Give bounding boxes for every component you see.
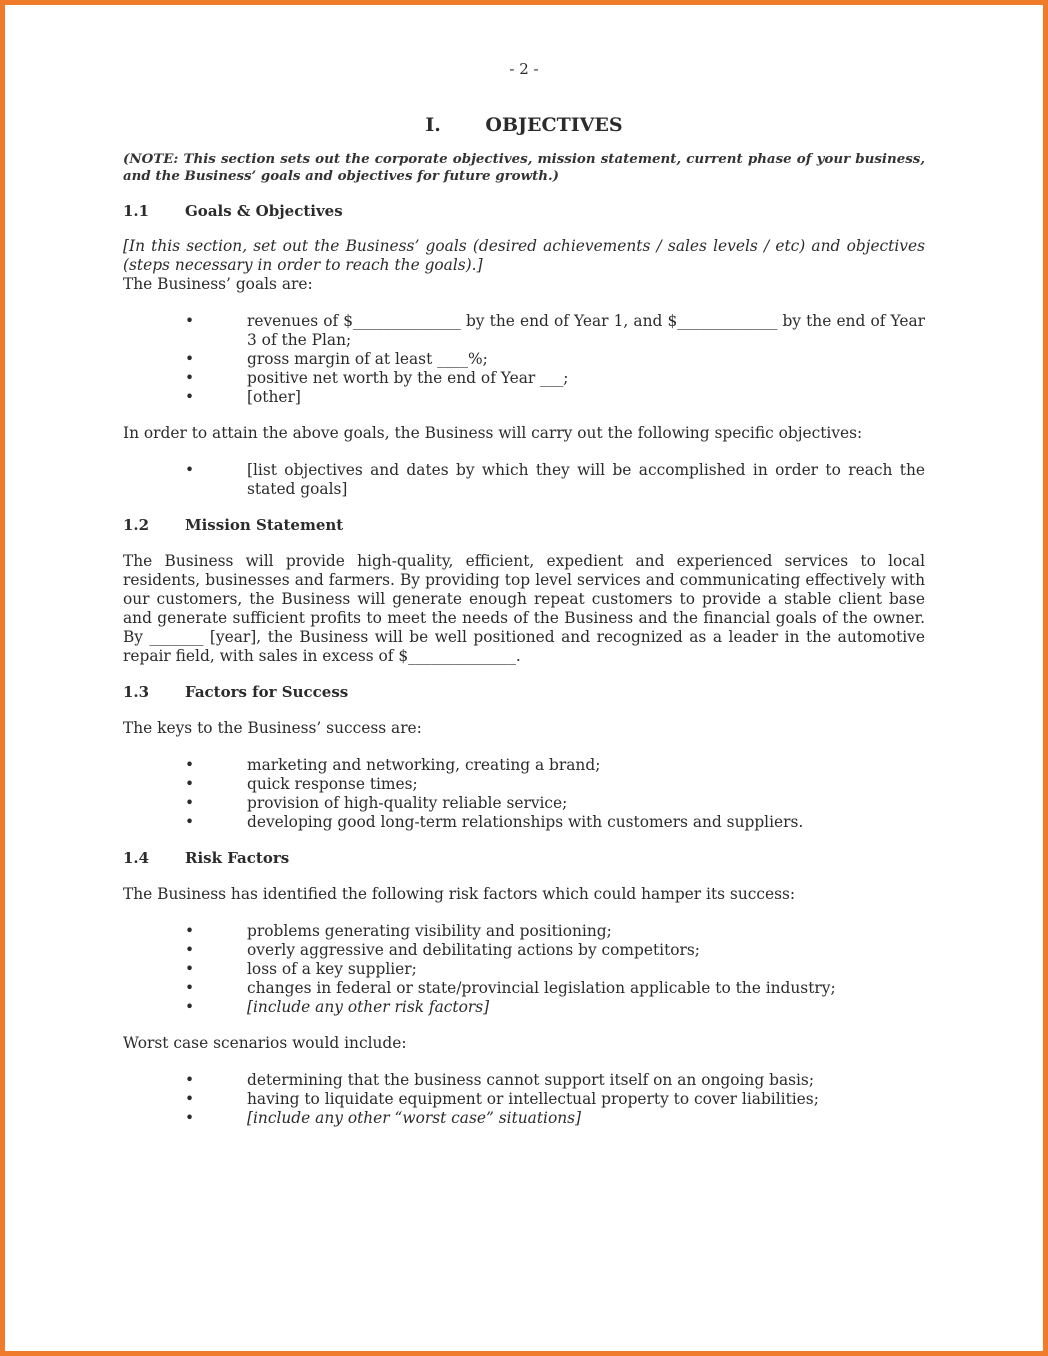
- document-page: [123, 60, 925, 1128]
- worst-case-intro: Worst case scenarios would include:: [123, 1034, 407, 1052]
- subsection-number: 1.2: [123, 516, 150, 534]
- success-intro: The keys to the Business’ success are:: [123, 719, 422, 737]
- bullet-icon: •: [185, 775, 195, 793]
- subsection-number: 1.3: [123, 683, 150, 701]
- bullet-icon: •: [185, 388, 195, 406]
- list-item: • quick response times;: [185, 775, 418, 793]
- list-item: • determining that the business cannot support itself on an ongoing basis;: [185, 1071, 815, 1089]
- subsection-heading-goals: [123, 202, 925, 221]
- section-title-text: OBJECTIVES: [485, 114, 623, 136]
- list-item: • developing good long-term relationships with customers and suppliers.: [185, 813, 804, 831]
- list-item: • loss of a key supplier;: [185, 960, 417, 978]
- bullet-icon: •: [185, 794, 195, 812]
- list-item: • revenues of $______________ by the end of Year 1, and $_____________ by the end of Year 3 of the Plan;: [185, 312, 925, 349]
- list-item: • provision of high-quality reliable service;: [185, 794, 568, 812]
- subsection-heading-mission: [123, 516, 925, 535]
- subsection-title: Factors for Success: [185, 683, 349, 701]
- objectives-list: [123, 461, 925, 499]
- bullet-icon: •: [185, 1090, 195, 1108]
- bullet-icon: •: [185, 350, 195, 368]
- mission-statement-body: The Business will provide high-quality, efficient, expedient and experienced services to local residents, businesses and farmers. By providing top level services and communicating effectively with our customers, the Business will generate enough repeat customers to provide a stable client base and generate sufficient profits to meet the needs of the Business and the financial goals of the owner. By _______ [year], the Business will be well positioned and recognized as a leader in the automotive repair field, with sales in excess of $______________.: [123, 552, 925, 665]
- list-item: • [list objectives and dates by which they will be accomplished in order to reach the stated goals]: [185, 461, 925, 498]
- list-item: • gross margin of at least ____%;: [185, 350, 488, 368]
- subsection-number: 1.1: [123, 202, 150, 220]
- bullet-icon: •: [185, 312, 195, 330]
- bullet-icon: •: [185, 1071, 195, 1089]
- bullet-icon: •: [185, 813, 195, 831]
- list-item: • [other]: [185, 388, 301, 406]
- bullet-icon: •: [185, 1109, 195, 1127]
- bullet-icon: •: [185, 461, 195, 479]
- goals-list: [123, 312, 925, 407]
- subsection-number: 1.4: [123, 849, 150, 867]
- risk-factors-list: [123, 922, 925, 1017]
- goals-instruction: [In this section, set out the Business’ goals (desired achievements / sales levels / etc) and objectives (steps necessary in order to reach the goals).]: [123, 237, 925, 274]
- list-item: • [include any other risk factors]: [185, 998, 490, 1016]
- list-item: • positive net worth by the end of Year ___;: [185, 369, 569, 387]
- goals-intro: The Business’ goals are:: [123, 275, 313, 293]
- section-title: [123, 113, 925, 137]
- bullet-icon: •: [185, 960, 195, 978]
- bullet-icon: •: [185, 941, 195, 959]
- risk-intro: The Business has identified the following risk factors which could hamper its success:: [123, 885, 796, 903]
- bullet-icon: •: [185, 922, 195, 940]
- worst-case-list: [123, 1071, 925, 1128]
- subsection-title: Goals & Objectives: [185, 202, 343, 220]
- bullet-icon: •: [185, 998, 195, 1016]
- list-item: • having to liquidate equipment or intellectual property to cover liabilities;: [185, 1090, 819, 1108]
- list-item: • [include any other “worst case” situations]: [185, 1109, 582, 1127]
- list-item: • overly aggressive and debilitating actions by competitors;: [185, 941, 700, 959]
- section-note: (NOTE: This section sets out the corporate objectives, mission statement, current phase of your business, and the Business’ goals and objectives for future growth.): [123, 151, 925, 184]
- list-item: • changes in federal or state/provincial legislation applicable to the industry;: [185, 979, 836, 997]
- section-number: I.: [425, 114, 441, 136]
- list-item: • problems generating visibility and positioning;: [185, 922, 612, 940]
- success-factors-list: [123, 756, 925, 832]
- bullet-icon: •: [185, 369, 195, 387]
- objectives-intro: In order to attain the above goals, the Business will carry out the following specific objectives:: [123, 424, 863, 442]
- bullet-icon: •: [185, 979, 195, 997]
- page-number: - 2 -: [509, 60, 539, 78]
- subsection-title: Risk Factors: [185, 849, 290, 867]
- subsection-heading-risk: [123, 849, 925, 868]
- bullet-icon: •: [185, 756, 195, 774]
- list-item: • marketing and networking, creating a brand;: [185, 756, 601, 774]
- subsection-heading-success: [123, 683, 925, 702]
- subsection-title: Mission Statement: [185, 516, 344, 534]
